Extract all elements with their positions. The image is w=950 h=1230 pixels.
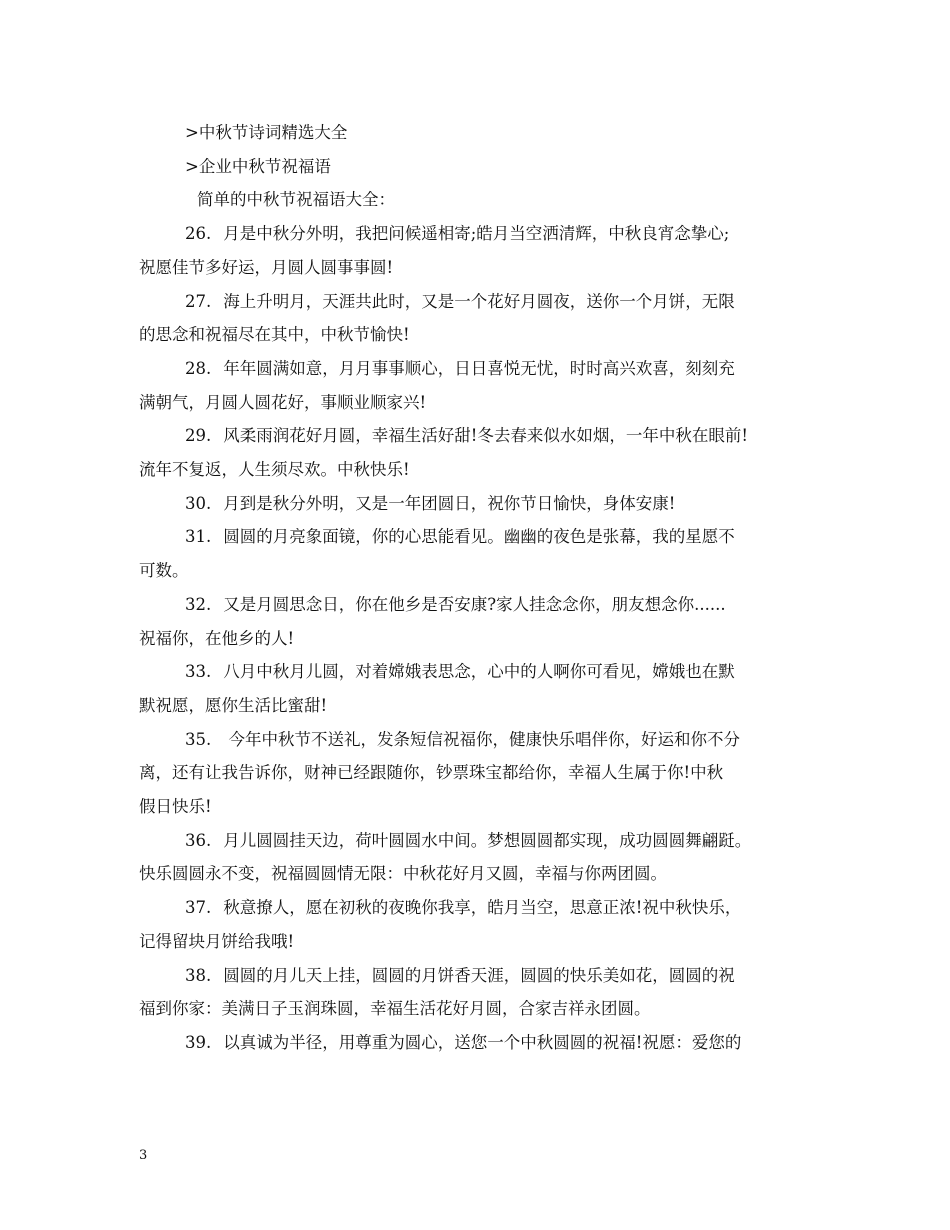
entries-list bbox=[139, 217, 819, 1060]
entry-number: 29. bbox=[185, 426, 212, 446]
entry-text: 默祝愿，愿你生活比蜜甜! bbox=[139, 695, 328, 715]
entry-text: 今年中秋节不送礼，发条短信祝福你，健康快乐唱伴你，好运和你不分 bbox=[223, 729, 740, 749]
entry-text: 祝福你，在他乡的人! bbox=[139, 628, 295, 648]
list-item bbox=[139, 588, 819, 655]
entry-first-line bbox=[139, 959, 819, 993]
entry-text: 可数。 bbox=[139, 561, 189, 581]
entry-text: 秋意撩人，愿在初秋的夜晚你我享，皓月当空，思意正浓!祝中秋快乐， bbox=[223, 898, 742, 918]
entry-text: 离，还有让我告诉你，财神已经跟随你，钞票珠宝都给你，幸福人生属于你!中秋 bbox=[139, 763, 724, 783]
related-link-poems[interactable]: >中秋节诗词精选大全 bbox=[185, 123, 348, 142]
page-content bbox=[139, 116, 819, 1060]
entry-continuation-line bbox=[139, 622, 819, 656]
entry-first-line bbox=[139, 824, 819, 858]
entry-text: 风柔雨润花好月圆，幸福生活好甜!冬去春来似水如烟，一年中秋在眼前! bbox=[223, 426, 749, 446]
entry-text: 的思念和祝福尽在其中，中秋节愉快! bbox=[139, 325, 410, 345]
entry-continuation-line bbox=[139, 386, 819, 420]
entry-text: 满朝气，月圆人圆花好，事顺业顺家兴! bbox=[139, 392, 427, 412]
entry-continuation-line bbox=[139, 453, 819, 487]
entry-number: 33. bbox=[185, 662, 212, 682]
entry-first-line bbox=[139, 588, 819, 622]
entry-text: 八月中秋月儿圆，对着嫦娥表思念，心中的人啊你可看见，嫦娥也在默 bbox=[223, 662, 735, 682]
entry-number: 26. bbox=[185, 224, 212, 244]
entry-text: 以真诚为半径，用尊重为圆心，送您一个中秋圆圆的祝福!祝愿：爱您的 bbox=[223, 1032, 742, 1052]
entry-first-line bbox=[139, 723, 819, 757]
entry-first-line bbox=[139, 352, 819, 386]
list-item bbox=[139, 352, 819, 419]
list-item bbox=[139, 419, 819, 486]
list-item bbox=[139, 520, 819, 587]
entry-number: 38. bbox=[185, 965, 212, 985]
entry-first-line bbox=[139, 217, 819, 251]
entry-first-line bbox=[139, 1026, 819, 1060]
entry-text: 福到你家：美满日子玉润珠圆，幸福生活花好月圆，合家吉祥永团圆。 bbox=[139, 999, 651, 1019]
entry-continuation-line bbox=[139, 790, 819, 824]
related-link-corporate-wishes[interactable]: >企业中秋节祝福语 bbox=[185, 156, 331, 176]
entry-text: 又是月圆思念日，你在他乡是否安康?家人挂念念你，朋友想念你...... bbox=[223, 594, 726, 614]
page-number: 3 bbox=[139, 1148, 148, 1163]
list-item bbox=[139, 959, 819, 1026]
entry-continuation-line bbox=[139, 925, 819, 959]
entry-text: 记得留块月饼给我哦! bbox=[139, 931, 295, 951]
entry-first-line bbox=[139, 419, 819, 453]
entry-text: 海上升明月，天涯共此时，又是一个花好月圆夜，送你一个月饼，无限 bbox=[223, 291, 735, 311]
entry-number: 36. bbox=[185, 830, 212, 850]
entry-number: 37. bbox=[185, 898, 212, 918]
entry-text: 年年圆满如意，月月事事顺心，日日喜悦无忧，时时高兴欢喜，刻刻充 bbox=[223, 358, 735, 378]
entry-continuation-line bbox=[139, 756, 819, 790]
entry-continuation-line bbox=[139, 251, 819, 285]
entry-first-line bbox=[139, 285, 819, 319]
entry-continuation-line bbox=[139, 318, 819, 352]
entry-text: 圆圆的月儿天上挂，圆圆的月饼香天涯，圆圆的快乐美如花，圆圆的祝 bbox=[223, 965, 735, 985]
entry-first-line bbox=[139, 520, 819, 554]
entry-number: 28. bbox=[185, 358, 212, 378]
entry-text: 假日快乐! bbox=[139, 797, 212, 817]
list-item bbox=[139, 1026, 819, 1060]
entry-first-line bbox=[139, 655, 819, 689]
entry-continuation-line bbox=[139, 689, 819, 723]
entry-number: 31. bbox=[185, 527, 212, 547]
entry-number: 27. bbox=[185, 291, 212, 311]
list-item bbox=[139, 891, 819, 958]
entry-first-line bbox=[139, 891, 819, 925]
list-item bbox=[139, 285, 819, 352]
list-item bbox=[139, 723, 819, 824]
entry-text: 快乐圆圆永不变，祝福圆圆情无限：中秋花好月又圆，幸福与你两团圆。 bbox=[139, 864, 667, 884]
entry-number: 39. bbox=[185, 1032, 212, 1052]
entry-text: 流年不复返，人生须尽欢。中秋快乐! bbox=[139, 460, 410, 480]
entry-text: 月儿圆圆挂天边，荷叶圆圆水中间。梦想圆圆都实现，成功圆圆舞翩跹。 bbox=[223, 830, 752, 850]
entry-continuation-line bbox=[139, 857, 819, 891]
list-item bbox=[139, 217, 819, 284]
entry-continuation-line bbox=[139, 554, 819, 588]
section-heading: 简单的中秋节祝福语大全： bbox=[197, 190, 395, 210]
list-item bbox=[139, 655, 819, 722]
entry-number: 30. bbox=[185, 493, 212, 513]
entry-text: 月到是秋分外明，又是一年团圆日，祝你节日愉快，身体安康! bbox=[223, 493, 676, 513]
entry-number: 35. bbox=[185, 729, 212, 749]
list-item bbox=[139, 487, 819, 521]
entry-text: 月是中秋分外明，我把问候遥相寄;皓月当空洒清辉，中秋良宵念挚心; bbox=[223, 224, 730, 244]
entry-continuation-line bbox=[139, 992, 819, 1026]
entry-number: 32. bbox=[185, 594, 212, 614]
entry-first-line bbox=[139, 487, 819, 521]
entry-text: 祝愿佳节多好运，月圆人圆事事圆! bbox=[139, 257, 394, 277]
entry-text: 圆圆的月亮象面镜，你的心思能看见。幽幽的夜色是张幕，我的星愿不 bbox=[223, 527, 735, 547]
list-item bbox=[139, 824, 819, 891]
